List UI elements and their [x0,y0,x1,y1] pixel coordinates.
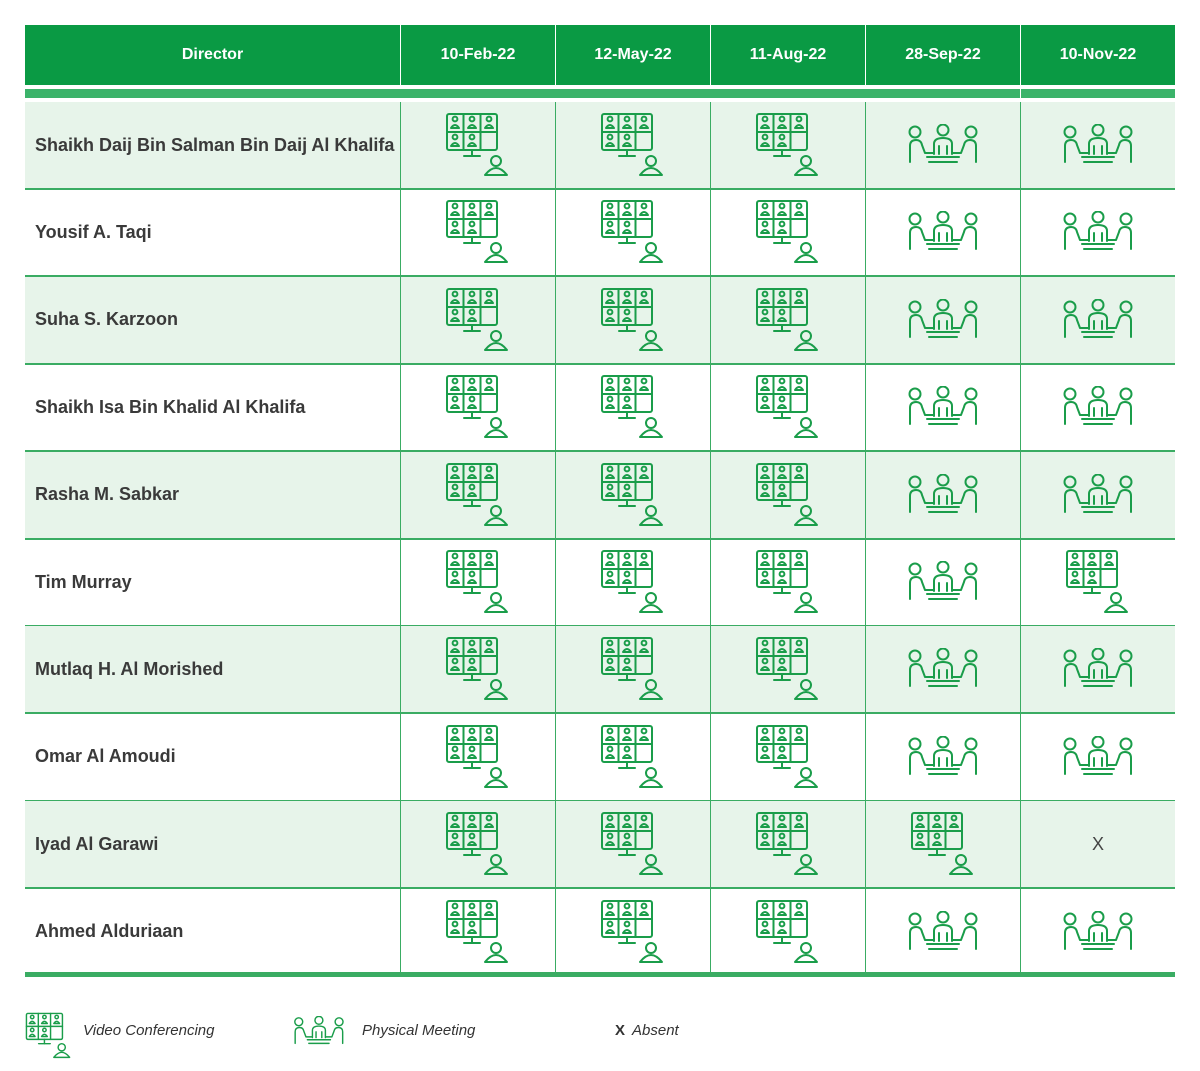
video-conferencing-icon [556,626,710,712]
physical-meeting-icon [866,626,1020,712]
legend-physical-label: Physical Meeting [362,1022,476,1039]
table-row [25,364,1175,452]
table-row [25,714,1175,802]
video-conferencing-icon [866,801,1020,887]
video-conferencing-icon [556,801,710,887]
video-conferencing-icon [556,277,710,363]
table-row [25,889,1175,977]
video-conferencing-icon [401,539,555,625]
header-date-2: 12-May-22 [594,46,672,63]
legend [25,1012,825,1062]
video-conferencing-icon [711,364,865,450]
header-band-divider [1020,89,1021,98]
video-conferencing-icon [556,452,710,538]
physical-meeting-icon [1021,102,1175,188]
director-name: Ahmed Alduriaan [35,921,184,942]
video-conferencing-icon [401,364,555,450]
video-conferencing-icon [401,889,555,975]
table-row [25,626,1175,714]
absent-mark [1021,801,1175,887]
physical-meeting-icon [293,1016,345,1046]
video-conferencing-icon [1021,539,1175,625]
header-date-5: 10-Nov-22 [1059,46,1137,63]
table-row [25,539,1175,627]
video-conferencing-icon [401,714,555,800]
video-conferencing-icon [711,539,865,625]
video-conferencing-icon [401,626,555,712]
header-date-1: 10-Feb-22 [440,46,516,63]
header-date-4: 28-Sep-22 [905,46,981,63]
director-name: Mutlaq H. Al Morished [35,658,224,679]
table-row [25,452,1175,540]
absent-symbol: X [1091,833,1104,854]
physical-meeting-icon [1021,364,1175,450]
video-conferencing-icon [401,102,555,188]
video-conferencing-icon [711,277,865,363]
table-bottom-rule [25,972,1175,976]
director-name: Yousif A. Taqi [35,221,152,242]
table-row [25,102,1175,190]
physical-meeting-icon [866,277,1020,363]
video-conferencing-icon [711,889,865,975]
video-conferencing-icon [401,452,555,538]
director-name: Iyad Al Garawi [35,833,159,854]
physical-meeting-icon [866,714,1020,800]
director-name: Omar Al Amoudi [35,746,176,767]
video-conferencing-icon [401,189,555,275]
video-conferencing-icon [556,539,710,625]
physical-meeting-icon [866,364,1020,450]
header-date-3: 11-Aug-22 [749,46,827,63]
table-row [25,277,1175,365]
video-conferencing-icon [401,801,555,887]
table-row [25,189,1175,277]
video-conferencing-icon [556,714,710,800]
physical-meeting-icon [866,452,1020,538]
physical-meeting-icon [1021,189,1175,275]
director-name: Shaikh Isa Bin Khalid Al Khalifa [35,396,306,417]
video-conferencing-icon [711,102,865,188]
video-conferencing-icon [711,626,865,712]
video-conferencing-icon [556,189,710,275]
legend-absent-symbol: X [615,1022,626,1039]
director-name: Tim Murray [35,571,132,592]
physical-meeting-icon [1021,714,1175,800]
video-conferencing-icon [556,889,710,975]
video-conferencing-icon [556,102,710,188]
physical-meeting-icon [1021,626,1175,712]
header-band [25,89,1175,98]
director-name: Shaikh Daij Bin Salman Bin Daij Al Khalifa [35,134,395,155]
legend-absent-label: Absent [632,1022,679,1039]
header-director: Director [181,46,244,63]
video-conferencing-icon [25,1012,73,1060]
video-conferencing-icon [711,714,865,800]
video-conferencing-icon [711,801,865,887]
table-header [25,25,1175,85]
physical-meeting-icon [1021,277,1175,363]
video-conferencing-icon [711,452,865,538]
physical-meeting-icon [866,889,1020,975]
physical-meeting-icon [866,102,1020,188]
video-conferencing-icon [401,277,555,363]
legend-video-label: Video Conferencing [83,1022,215,1039]
video-conferencing-icon [711,189,865,275]
physical-meeting-icon [866,539,1020,625]
table-row [25,801,1175,889]
physical-meeting-icon [1021,452,1175,538]
director-name: Rasha M. Sabkar [35,484,180,505]
video-conferencing-icon [556,364,710,450]
director-name: Suha S. Karzoon [35,309,179,330]
physical-meeting-icon [1021,889,1175,975]
physical-meeting-icon [866,189,1020,275]
